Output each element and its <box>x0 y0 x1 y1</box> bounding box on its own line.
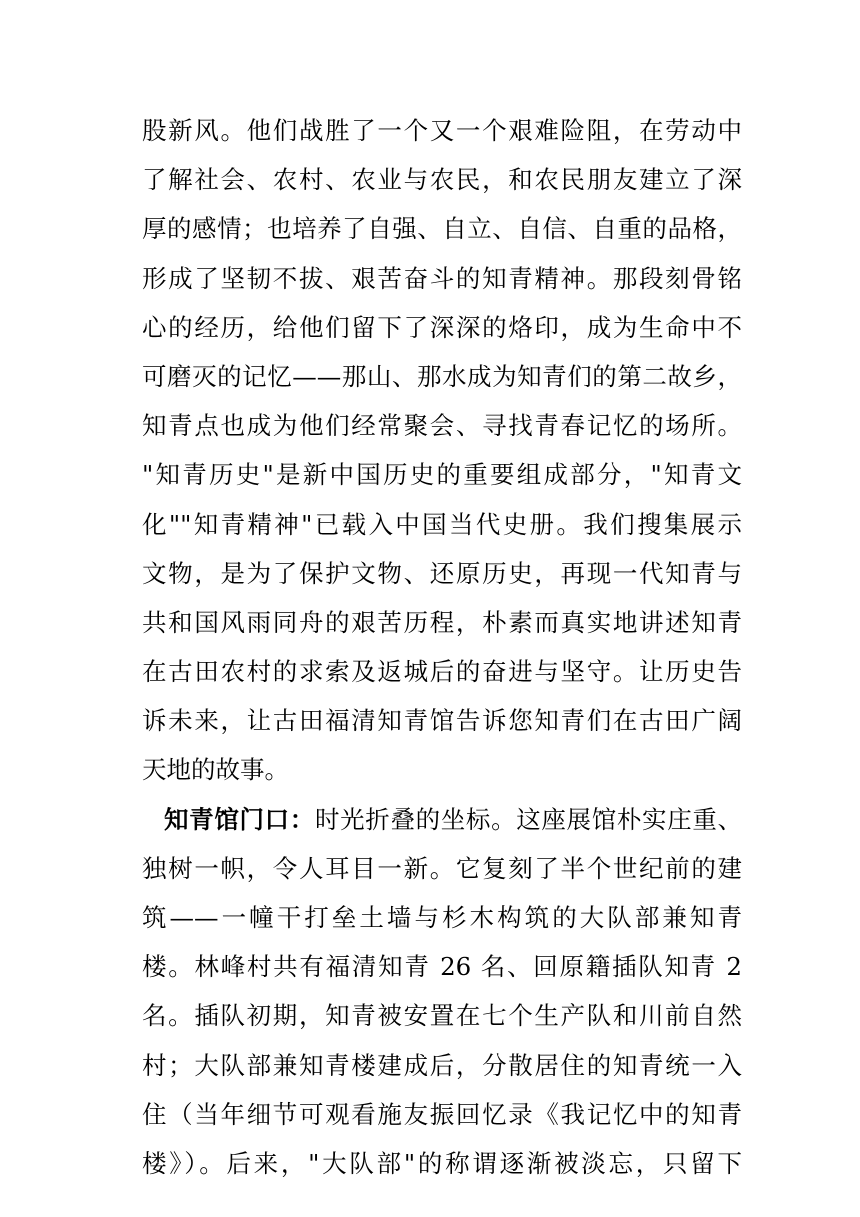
text-line: 独树一帜，令人耳目一新。它复刻了半个世纪前的建 <box>142 853 742 883</box>
text-line: 名。插队初期，知青被安置在七个生产队和川前自然 <box>142 1001 742 1031</box>
text-line: 诉未来，让古田福清知青馆告诉您知青们在古田广阔 <box>142 706 742 736</box>
text-line: "知青历史"是新中国历史的重要组成部分，"知青文 <box>142 460 742 490</box>
text-line: 楼》）。后来，"大队部"的称谓逐渐被淡忘，只留下 <box>142 1148 742 1178</box>
text-line: 天地的故事。 <box>142 755 289 785</box>
text-run: 时光折叠的坐标。这座展馆朴实庄重、 <box>314 804 743 834</box>
text-line: 了解社会、农村、农业与农民，和农民朋友建立了深 <box>142 165 742 195</box>
text-line-first <box>142 795 742 844</box>
text-line: 厚的感情；也培养了自强、自立、自信、自重的品格， <box>142 214 742 244</box>
text-line: 楼。林峰村共有福清知青 26 名、回原籍插队知青 2 <box>142 952 742 982</box>
text-line: 在古田农村的求索及返城后的奋进与坚守。让历史告 <box>142 657 742 687</box>
text-line: 心的经历，给他们留下了深深的烙印，成为生命中不 <box>142 312 742 342</box>
text-line: 住（当年细节可观看施友振回忆录《我记忆中的知青 <box>142 1099 742 1129</box>
section-heading: 知青馆门口： <box>164 804 315 834</box>
text-line: 化""知青精神"已载入中国当代史册。我们搜集展示 <box>142 509 742 539</box>
text-line: 可磨灭的记忆——那山、那水成为知青们的第二故乡， <box>142 361 742 391</box>
text-line: 村；大队部兼知青楼建成后，分散居住的知青统一入 <box>142 1050 742 1080</box>
text-line: 形成了坚韧不拔、艰苦奋斗的知青精神。那段刻骨铭 <box>142 263 742 293</box>
text-line: 文物，是为了保护文物、还原历史，再现一代知青与 <box>142 558 742 588</box>
paragraph-entrance <box>142 795 742 1189</box>
text-line: 筑——一幢干打垒土墙与杉木构筑的大队部兼知青 <box>142 903 742 932</box>
text-line: 知青点也成为他们经常聚会、寻找青春记忆的场所。 <box>142 411 742 441</box>
text-line: 共和国风雨同舟的艰苦历程，朴素而真实地讲述知青 <box>142 607 742 637</box>
paragraph-intro <box>142 106 742 795</box>
body-text <box>142 106 742 1188</box>
text-line: 股新风。他们战胜了一个又一个艰难险阻，在劳动中 <box>142 116 742 145</box>
